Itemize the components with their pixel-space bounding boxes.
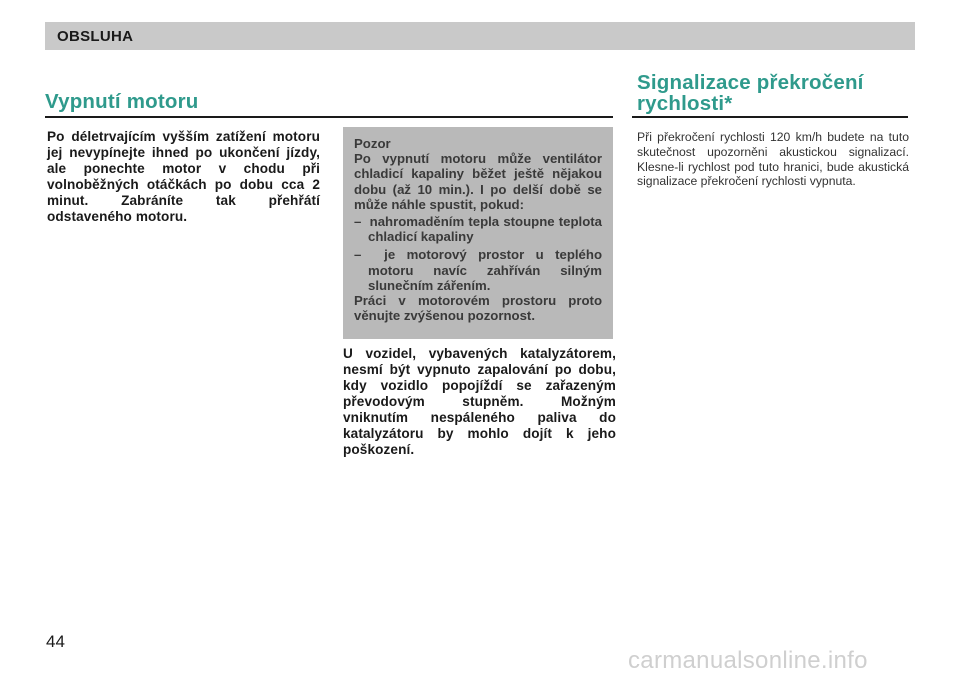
warning-bullet: – nahromaděním tepla stoupne teplota chladicí kapaliny [354,214,602,245]
heading-speed-warning-line1: Signalizace překročení [637,71,864,94]
heading-speed-warning-line2: rychlosti* [637,92,733,115]
warning-bullet: – je motorový prostor u teplého motoru navíc zahříván silným slunečním zářením. [354,247,603,293]
watermark: carmanualsonline.info [628,647,868,674]
warning-text: Po vypnutí motoru může ventilátor chladicí kapaliny běžet ještě nějakou dobu (až 10 min.). I po delší době se může náhle spustit, pokud: [354,151,602,212]
section-title: OBSLUHA [57,28,134,45]
warning-box [343,127,613,339]
engine-shutdown-intro: Po déletrvajícím vyšším zatížení motoru jej nevypínejte ihned po ukončení jízdy, ale ponechte motor v chodu při volnoběžných otáčkách po dobu cca 2 minut. Zabráníte tak přehřátí odstaveného motoru. [47,129,320,224]
warning-bullet-text: nahromaděním tepla stoupne teplota chladicí kapaliny [368,214,602,245]
warning-closing: Práci v motorovém prostoru proto věnujte zvýšenou pozornost. [354,293,602,324]
warning-title: Pozor [354,136,391,151]
heading-rule-left [45,116,613,118]
heading-rule-right [632,116,908,118]
speed-warning-text: Při překročení rychlosti 120 km/h budete na tuto skutečnost upozorněni akustickou signalizací. Klesne-li rychlost pod tuto hranici, bude akustická signalizace překročení rychlosti vypnuta. [637,130,909,189]
warning-bullet-text: je motorový prostor u teplého motoru navíc zahříván silným slunečním zářením. [368,247,603,293]
heading-engine-shutdown: Vypnutí motoru [45,90,199,113]
page-number: 44 [46,632,65,651]
warning-content [354,136,602,323]
section-header-bar [45,22,915,50]
catalyst-note: U vozidel, vybavených katalyzátorem, nesmí být vypnuto zapalování po dobu, kdy vozidlo popojíždí se zařazeným převodovým stupněm. Možným vniknutím nespáleného paliva do katalyzátoru by mohlo dojít k jeho poškození. [343,346,616,457]
heading-speed-warning [637,72,864,114]
